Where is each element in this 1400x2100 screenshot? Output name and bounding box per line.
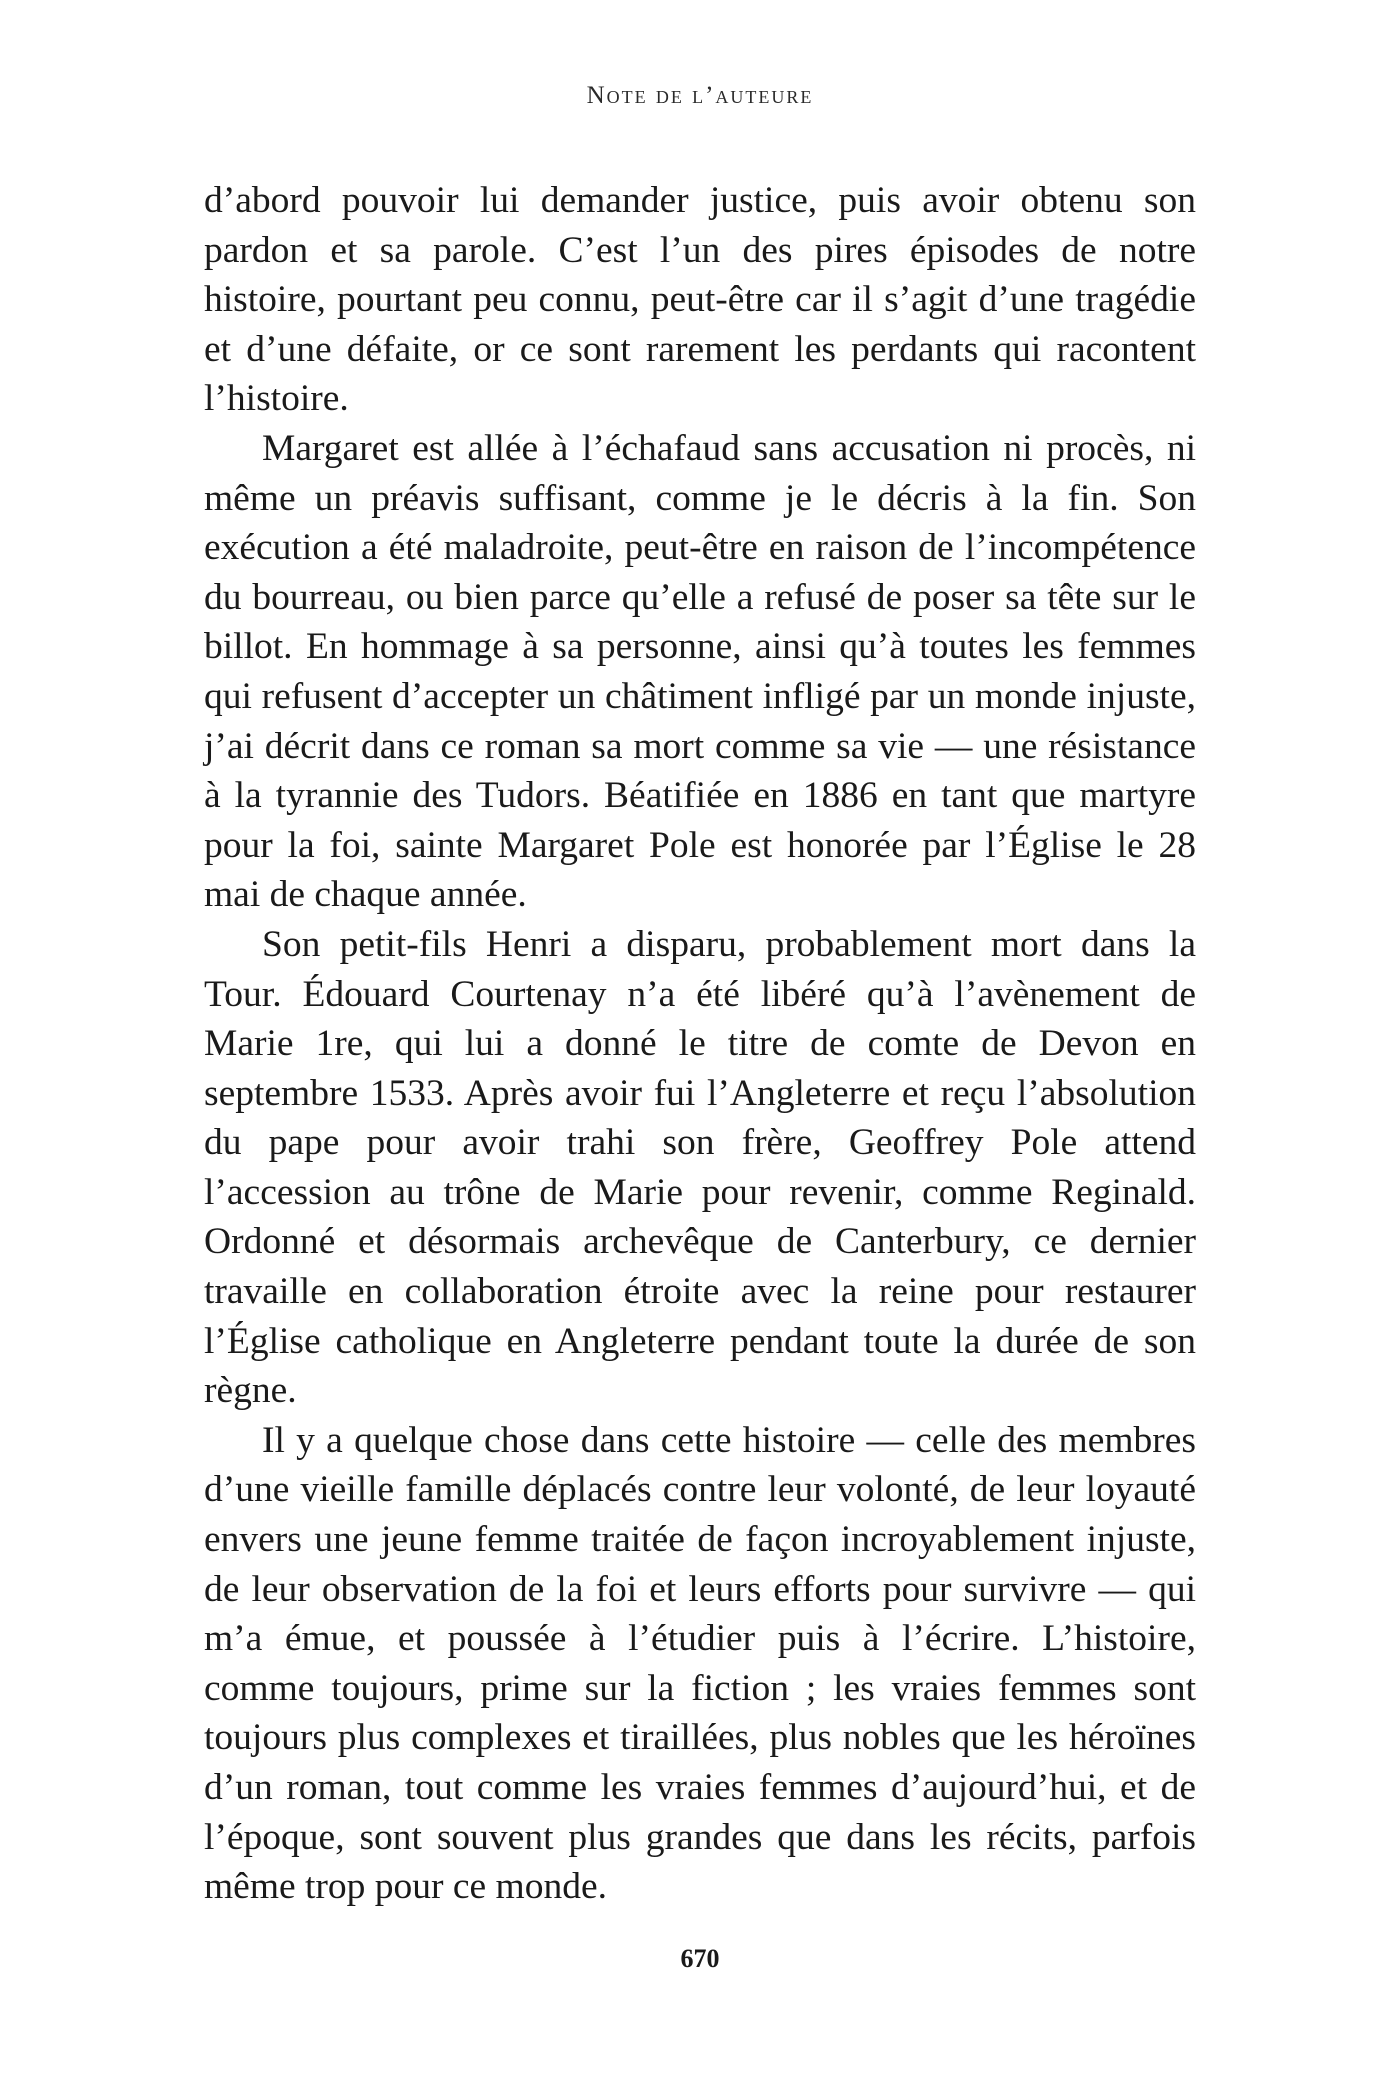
page-number: 670 <box>680 1944 720 1973</box>
running-head-title: Note de l’auteure <box>586 82 814 109</box>
paragraph-execution: Margaret est allée à l’échafaud sans accusation ni procès, ni même un préavis suffisant, comme je le décris à la fin. Son exécution a été maladroite, peut-être en raison de l’incompétence du bourreau, ou bien parce qu’elle a refusé de poser sa tête sur le billot. En hommage à sa personne, ainsi qu’à toutes les femmes qui refusent d’accepter un châtiment infligé par un monde injuste, j’ai décrit dans ce roman sa mort comme sa vie — une résistance à la tyrannie des Tudors. Béatifiée en 1886 en tant que martyre pour la foi, sainte Margaret Pole est honorée par l’Église le 28 mai de chaque année. <box>204 427 1196 916</box>
paragraph-author-reflection: Il y a quelque chose dans cette histoire — celle des membres d’une vieille famille déplacés contre leur volonté, de leur loyauté envers une jeune femme traitée de façon incroyablement injuste, de leur observation de la foi et leurs efforts pour survivre — qui m’a émue, et poussée à l’étudier puis à l’écrire. L’histoire, comme toujours, prime sur la fiction ; les vraies femmes sont toujours plus complexes et tiraillées, plus nobles que les héroïnes d’un roman, tout comme les vraies femmes d’aujourd’hui, et de l’époque, sont souvent plus grandes que dans les récits, parfois même trop pour ce monde. <box>204 1419 1196 1908</box>
paragraph-continuation: d’abord pouvoir lui demander justice, puis avoir obtenu son pardon et sa parole. C’est l’un des pires épisodes de notre histoire, pourtant peu connu, peut-être car il s’agit d’une tragédie et d’une défaite, or ce sont rarement les perdants qui racontent l’histoire. <box>204 180 1196 420</box>
body-text <box>204 176 1196 1912</box>
paragraph-family-fate: Son petit-fils Henri a disparu, probablement mort dans la Tour. Édouard Courtenay n’a été libéré qu’à l’avènement de Marie 1re, qui lui a donné le titre de comte de Devon en septembre 1533. Après avoir fui l’Angleterre et reçu l’absolution du pape pour avoir trahi son frère, Geoffrey Pole attend l’accession au trône de Marie pour revenir, comme Reginald. Ordonné et désormais archevêque de Canterbury, ce dernier travaille en collaboration étroite avec la reine pour restaurer l’Église catholique en Angleterre pendant toute la durée de son règne. <box>204 923 1196 1412</box>
